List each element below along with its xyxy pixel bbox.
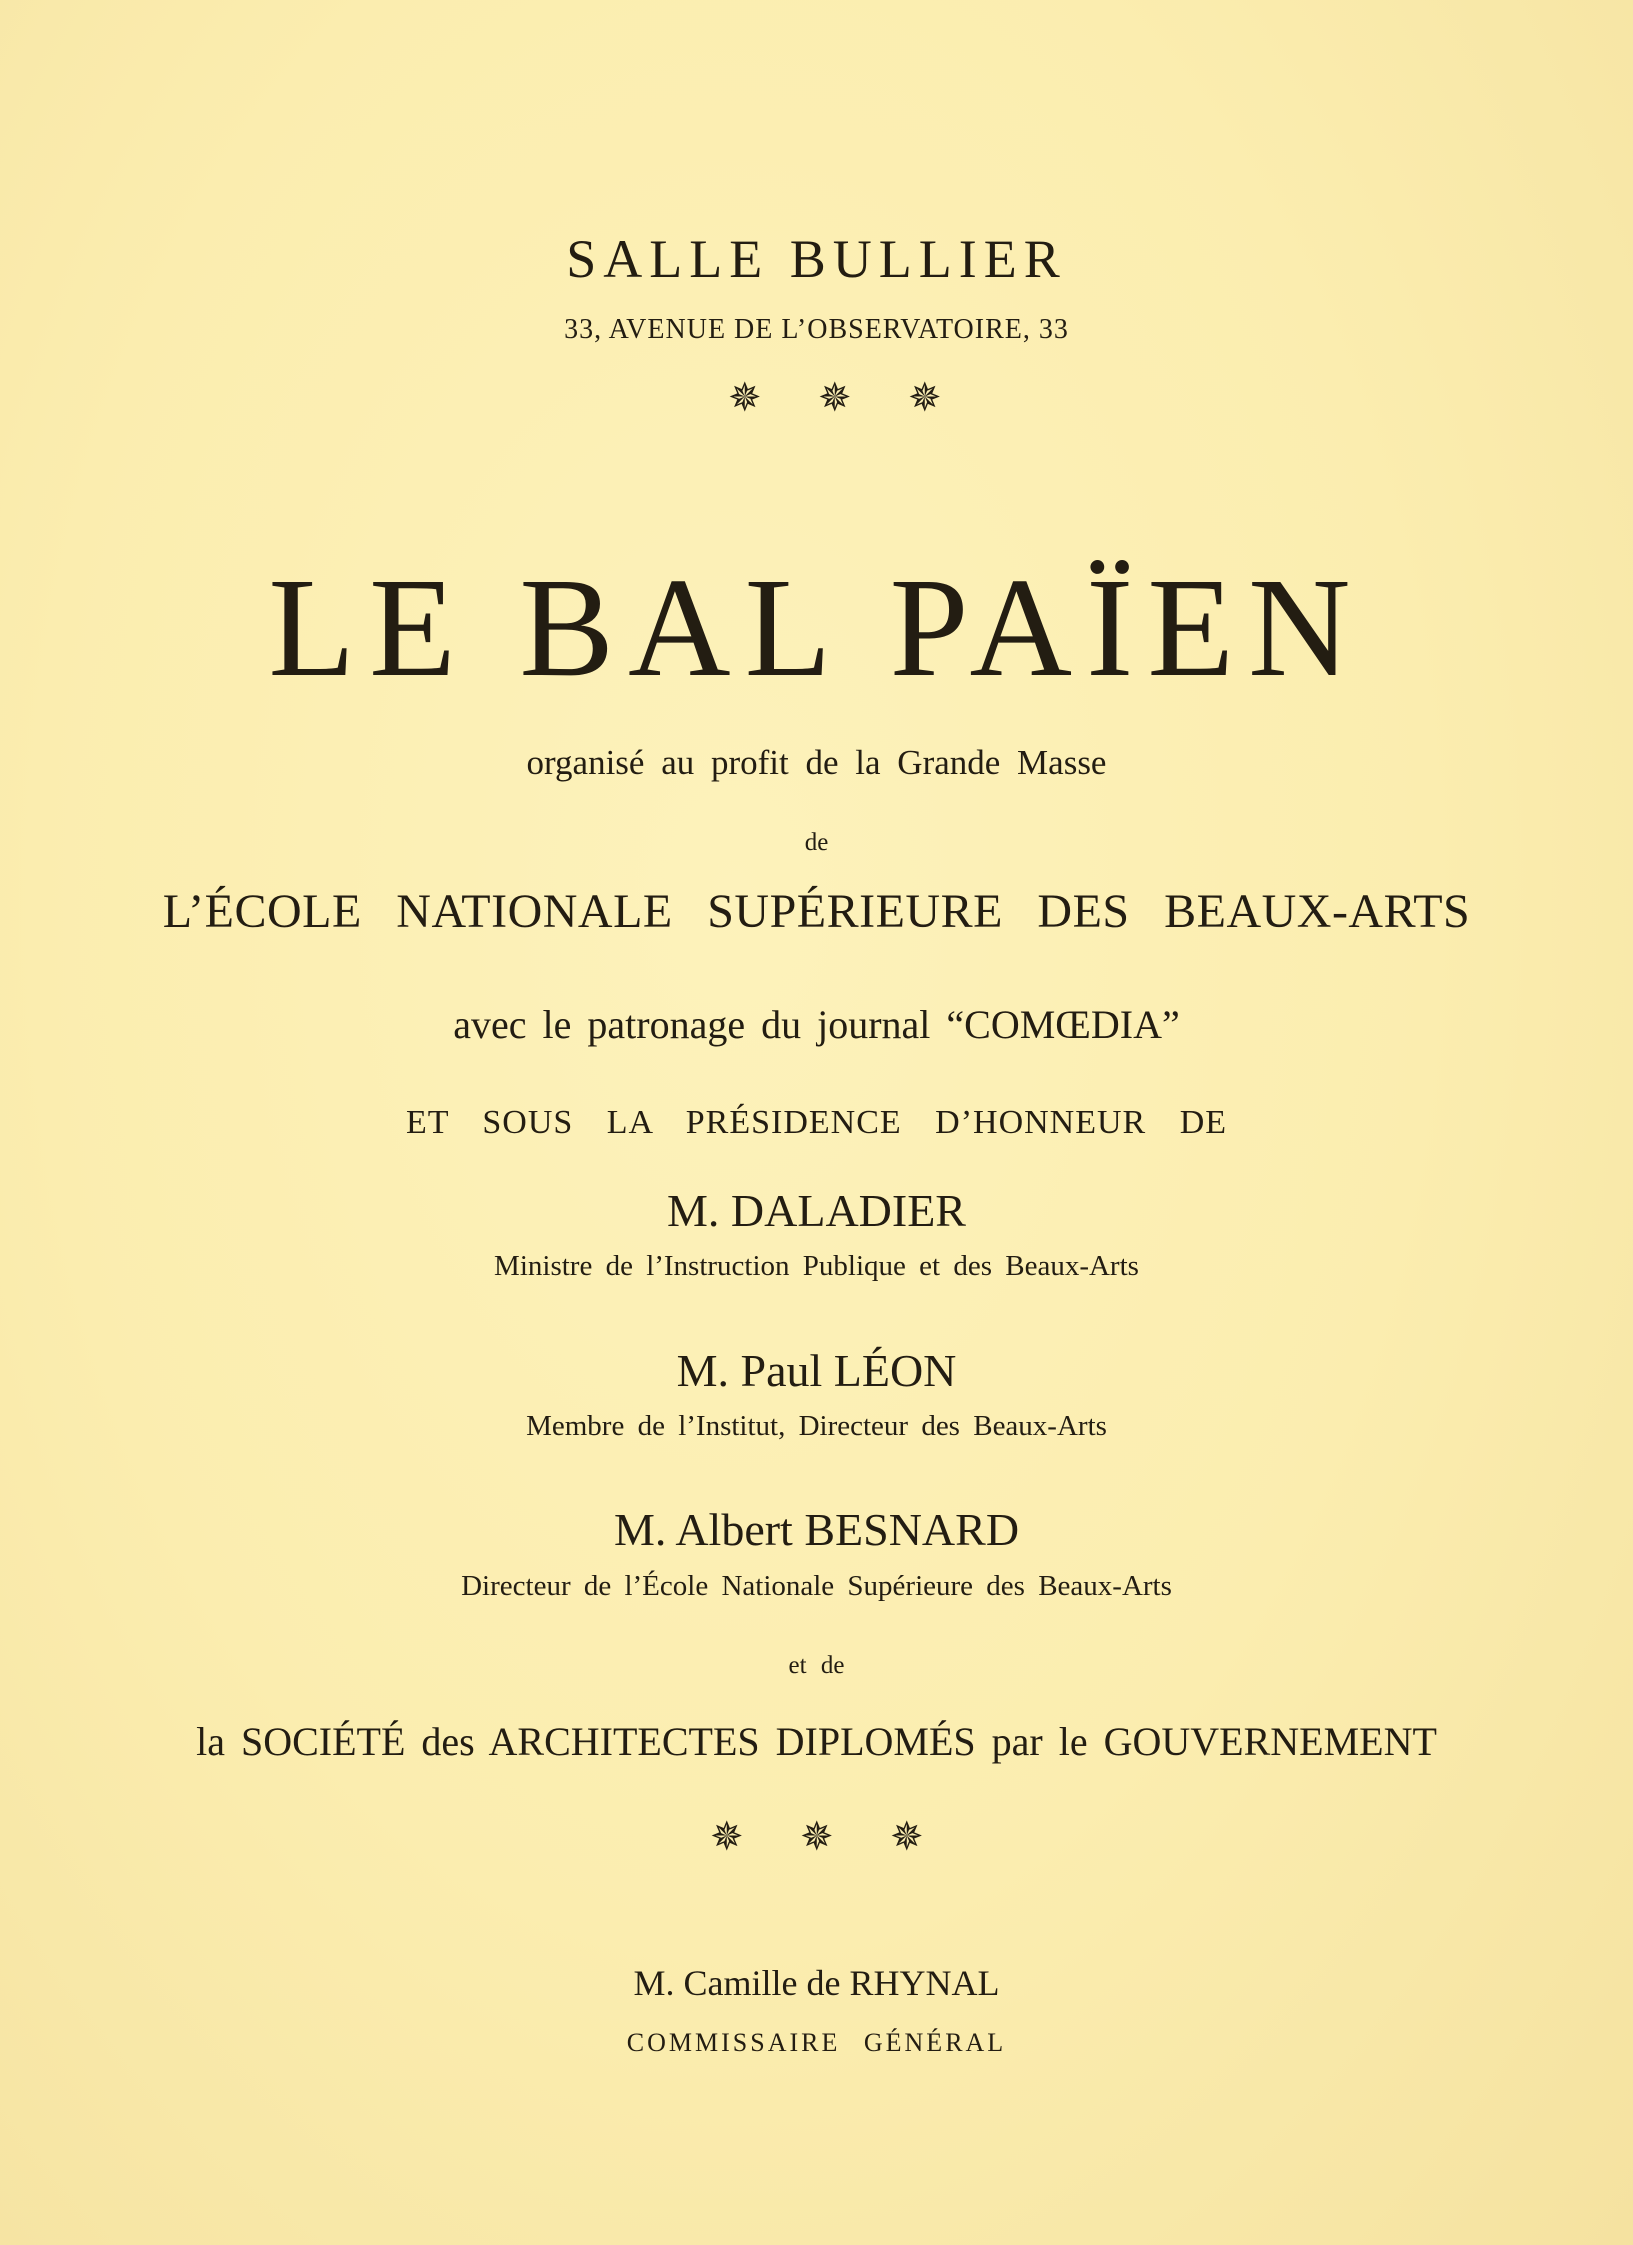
connector-de: de [804, 829, 829, 856]
honoree-role: Membre de l’Institut, Directeur des Beaux-Arts [526, 1410, 1107, 1442]
school-name: L’ÉCOLE NATIONALE SUPÉRIEURE DES BEAUX-ARTS [162, 885, 1471, 938]
commissaire-title: COMMISSAIRE GÉNÉRAL [626, 2028, 1007, 2057]
connector-et-de: et de [788, 1652, 845, 1679]
patronage-line: avec le patronage du journal “COMŒDIA” [453, 1002, 1180, 1047]
societe-line: la SOCIÉTÉ des ARCHITECTES DIPLOMÉS par le GOUVERNEMENT [196, 1719, 1437, 1764]
honoree-role: Ministre de l’Instruction Publique et des Beaux-Arts [494, 1250, 1139, 1282]
fleuron-ornament-icon: ✵ [800, 1814, 834, 1859]
honoree-name: M. Paul LÉON [676, 1345, 957, 1396]
honoree-name: M. Albert BESNARD [613, 1504, 1020, 1555]
fleuron-ornament-icon: ✵ [710, 1814, 744, 1859]
venue-address: 33, AVENUE DE L’OBSERVATOIRE, 33 [564, 314, 1069, 345]
fleuron-ornament-icon: ✵ [728, 375, 762, 420]
event-title: LE BAL PAÏEN [268, 548, 1365, 706]
commissaire-name: M. Camille de RHYNAL [633, 1963, 1000, 2003]
presidence-line: ET SOUS LA PRÉSIDENCE D’HONNEUR DE [405, 1104, 1228, 1141]
honoree-name: M. DALADIER [667, 1185, 966, 1236]
fleuron-ornament-icon: ✵ [890, 1814, 924, 1859]
organizer-line: organisé au profit de la Grande Masse [526, 743, 1107, 782]
venue-name: SALLE BULLIER [566, 229, 1067, 289]
fleuron-ornament-icon: ✵ [908, 375, 942, 420]
honoree-role: Directeur de l’École Nationale Supérieure des Beaux-Arts [461, 1570, 1172, 1602]
fleuron-ornament-icon: ✵ [818, 375, 852, 420]
